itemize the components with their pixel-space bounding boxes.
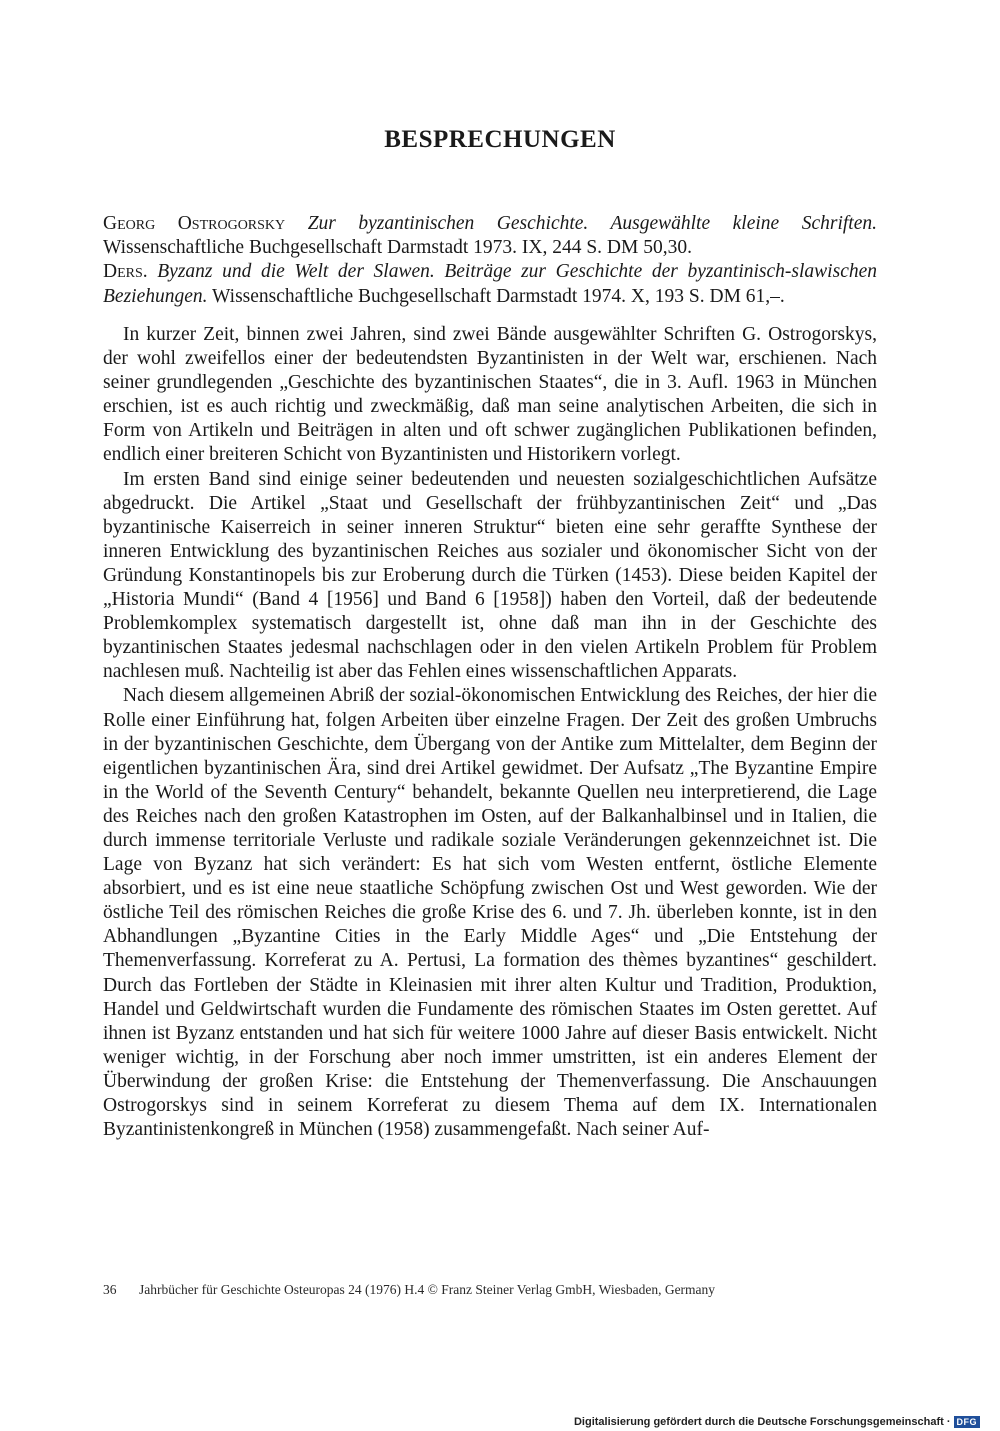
journal-citation: Jahrbücher für Geschichte Osteuropas 24 (1976) H.4 © Franz Steiner Verlag GmbH, Wiesbaden, Germany: [139, 1282, 716, 1297]
dfg-logo-icon: DFG: [954, 1416, 981, 1428]
biblio-author-1: Georg Ostrogorsky: [103, 213, 286, 234]
biblio-publication-2: Wissenschaftliche Buchgesellschaft Darmstadt 1974. X, 193 S. DM 61,–.: [212, 285, 785, 307]
paragraph-1: In kurzer Zeit, binnen zwei Jahren, sind zwei Bände ausgewählter Schriften G. Ostrogorskys, der wohl zweifellos einer der bedeutendsten Byzantinisten in der Welt war, erschienen. Nach seiner grundlegenden „Geschichte des byzantinischen Staates“, die in 3. Aufl. 1963 in München erschien, ist es auch richtig und zweckmäßig, daß man seine analytischen Arbeiten, die sich in Form von Artikeln und Beiträgen in alten und oft schwer zugänglichen Publikationen befinden, endlich einer breiteren Schicht von Byzantinisten und Historikern vorlegt.: [103, 324, 877, 466]
biblio-entry-1: [103, 212, 877, 260]
page-footer: [103, 1282, 877, 1298]
review-body: [103, 323, 877, 1142]
paragraph-2: Im ersten Band sind einige seiner bedeutenden und neuesten sozialgeschichtlichen Aufsätze abgedruckt. Die Artikel „Staat und Gesellschaft der frühbyzantinischen Zeit“ und „Das byzantinische Kaiserreich in seiner inneren Struktur“ bieten eine sehr geraffte Synthese der inneren Entwicklung des byzantinischen Reiches aus sozialer und ökonomischer Sicht von der Gründung Konstantinopels bis zur Eroberung durch die Türken (1453). Diese beiden Kapitel der „Historia Mundi“ (Band 4 [1956] und Band 6 [1958]) haben den Vorteil, daß der bedeutende Problemkomplex systematisch dargestellt ist, ohne daß man ihn in der Geschichte des byzantinischen Staates jedesmal nachschlagen oder in den vielen Artikeln Problem für Problem nachlesen muß. Nachteilig ist aber das Fehlen eines wissenschaftlichen Apparats.: [103, 468, 877, 683]
biblio-title-2: Byzanz und die Welt der Slawen. Beiträge zur Geschichte der byzantinisch-slawischen Beziehungen.: [103, 261, 878, 307]
bibliographic-entry: [103, 212, 877, 309]
page-title: BESPRECHUNGEN: [384, 126, 616, 153]
biblio-author-2: Ders.: [103, 261, 148, 283]
page-number: 36: [103, 1282, 117, 1297]
paragraph-3: Nach diesem allgemeinen Abriß der sozial-ökonomischen Entwicklung des Reiches, der hier die Rolle einer Einführung hat, folgen Arbeiten über einzelne Fragen. Der Zeit des großen Umbruchs in der byzantinischen Geschichte, dem Übergang von der Antike zum Mittelalter, dem Beginn der eigentlichen byzantinischen Ära, sind drei Artikel gewidmet. Der Aufsatz „The Byzantine Empire in the World of the Seventh Century“ behandelt, bekannte Quellen neu interpretierend, die Lage des Reiches nach den großen Katastrophen im Osten, auf der Balkanhalbinsel und in Italien, die durch immense territoriale Verluste und radikale soziale Veränderungen gekennzeichnet ist. Die Lage von Byzanz hat sich verändert: Es hat sich vom Westen entfernt, östliche Elemente absorbiert, und es ist eine neue staatliche Schöpfung zwischen Ost und West geworden. Wie der östliche Teil des römischen Reiches die große Krise des 6. und 7. Jh. überleben konnte, ist in den Abhandlungen „Byzantine Cities in the Early Middle Ages“ und „Die Entstehung der Themenverfassung. Korreferat zu A. Pertusi, La formation des thèmes byzantines“ geschildert. Durch das Fortleben der Städte in Kleinasien mit ihrer alten Kultur und Tradition, Produktion, Handel und Geldwirtschaft wurden die Fundamente des römischen Staates im Osten gerettet. Auf ihnen ist Byzanz entstanden und hat sich für weitere 1000 Jahre auf dieser Basis entwickelt. Nicht weniger wichtig, in der Forschung aber noch immer umstritten, ist ein anderes Element der Überwindung der großen Krise: die Entstehung der Themenverfassung. Die Anschauungen Ostrogorskys sind in seinem Korreferat zu diesem Thema auf dem IX. Internationalen Byzantinistenkongreß in München (1958) zusammengefaßt. Nach seiner Auf-: [103, 685, 877, 1141]
biblio-entry-2: [103, 260, 877, 308]
digitization-text: Digitalisierung gefördert durch die Deutsche Forschungsgemeinschaft ·: [573, 1416, 951, 1428]
digitization-notice: [574, 1416, 980, 1428]
biblio-title-1: Zur byzantinischen Geschichte. Ausgewählte kleine Schriften.: [307, 213, 877, 234]
biblio-publication-1: Wissenschaftliche Buchgesellschaft Darmstadt 1973. IX, 244 S. DM 50,30.: [103, 237, 692, 259]
